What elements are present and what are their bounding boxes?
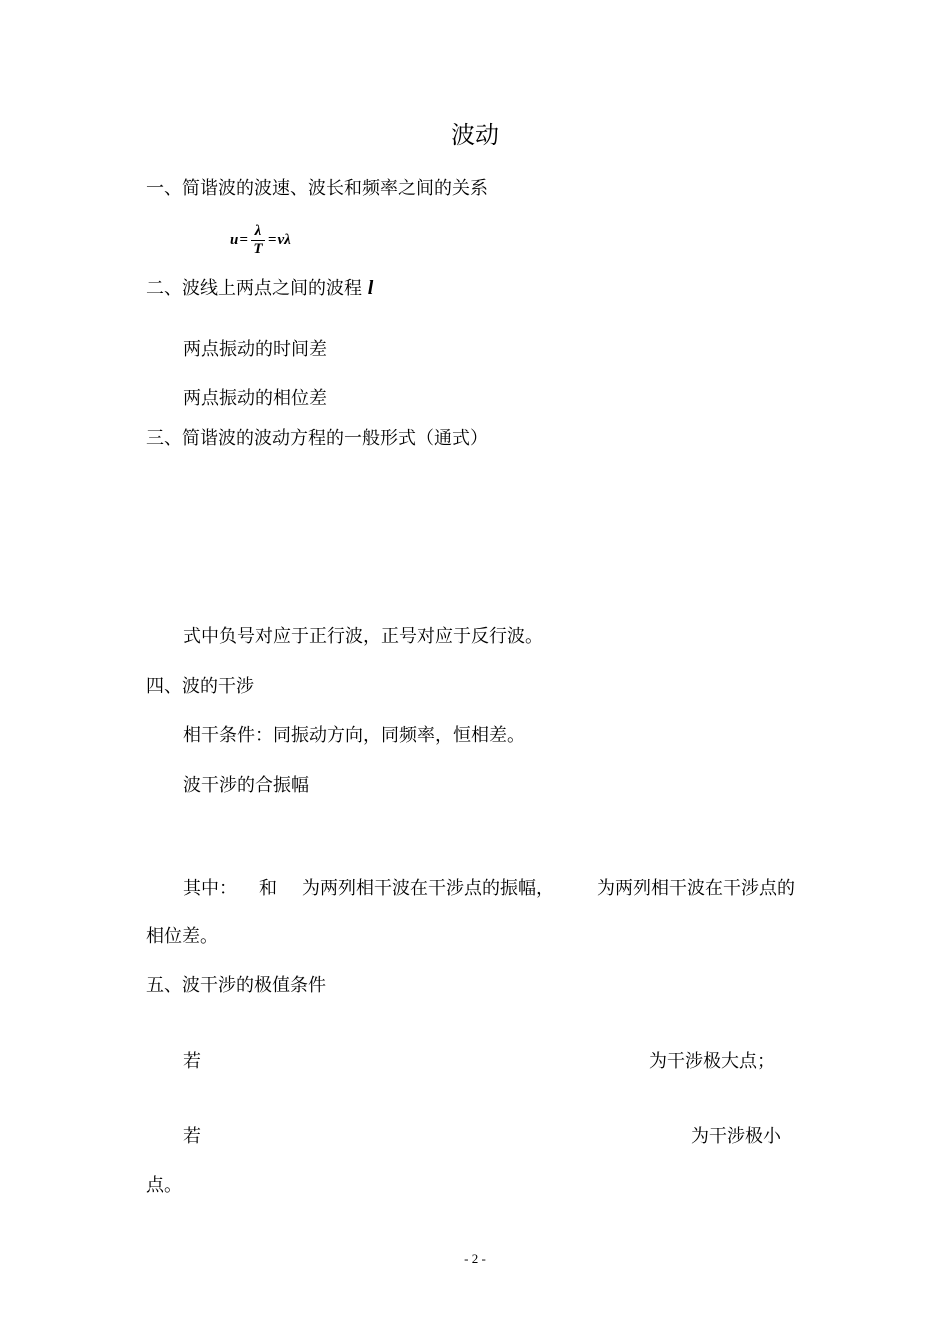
section-1-heading: 一、简谐波的波速、波长和频率之间的关系: [146, 178, 488, 199]
where-phase-tail: 相位差。: [146, 926, 218, 947]
formula-rhs: νλ: [277, 231, 291, 248]
phase-difference-label: 两点振动的相位差: [183, 388, 327, 409]
formula-fraction: [251, 224, 265, 257]
section-2-heading-text: 二、波线上两点之间的波程: [146, 278, 362, 299]
formula-u: u: [230, 231, 239, 248]
wave-speed-formula: [230, 222, 291, 258]
formula-equals-1: =: [239, 231, 248, 248]
section-5-heading: 五、波干涉的极值条件: [146, 975, 326, 996]
formula-numerator: λ: [254, 222, 262, 239]
path-length-variable: l: [367, 277, 374, 299]
where-phase-text: 为两列相干波在干涉点的: [597, 878, 795, 899]
time-difference-label: 两点振动的时间差: [183, 339, 327, 360]
page-number: - 2 -: [464, 1251, 486, 1266]
where-and: 和: [259, 878, 277, 899]
minimum-condition: 为干涉极小: [691, 1126, 781, 1147]
maximum-condition: 为干涉极大点；: [649, 1051, 775, 1072]
resultant-amplitude-label: 波干涉的合振幅: [183, 775, 309, 796]
where-label: 其中：: [183, 878, 237, 899]
section-2-heading: [146, 277, 373, 300]
minimum-condition-tail: 点。: [146, 1175, 182, 1196]
condition-if-1: 若: [183, 1051, 201, 1072]
formula-denominator: T: [253, 240, 263, 257]
formula-equals-2: =: [267, 231, 277, 248]
sign-note: 式中负号对应于正行波，正号对应于反行波。: [183, 626, 543, 647]
page-title: 波动: [451, 121, 499, 149]
section-4-heading: 四、波的干涉: [146, 676, 254, 697]
coherence-conditions: 相干条件：同振动方向，同频率，恒相差。: [183, 725, 525, 746]
condition-if-2: 若: [183, 1126, 201, 1147]
section-3-heading: 三、简谐波的波动方程的一般形式（通式）: [146, 428, 488, 449]
where-amplitude-text: 为两列相干波在干涉点的振幅，: [302, 878, 554, 899]
